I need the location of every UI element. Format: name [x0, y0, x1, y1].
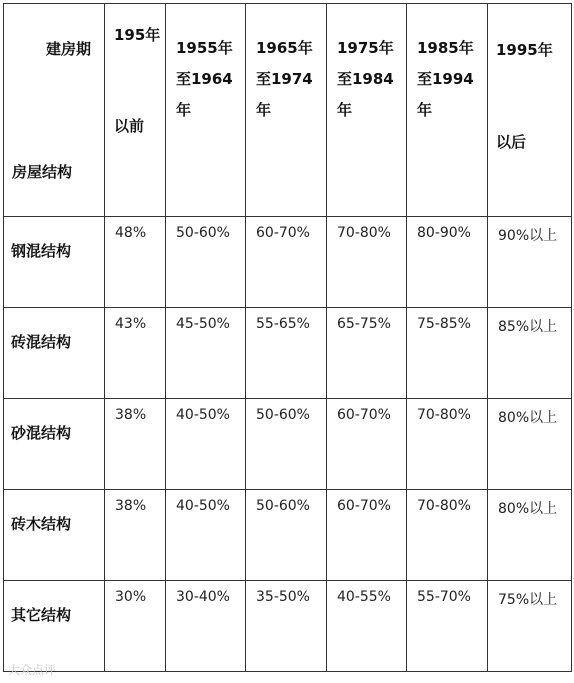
cell-value: 40-50%: [176, 407, 230, 423]
value-cell: [166, 217, 246, 308]
value-cell: [407, 581, 488, 672]
col-header-line: 至1974: [256, 70, 313, 88]
table-row: [4, 490, 572, 581]
cell-value: 38%: [115, 407, 147, 423]
col-header-text: 1995年: [496, 41, 553, 59]
value-cell: [488, 581, 572, 672]
cell-value: 80%以上: [498, 501, 558, 517]
value-cell: [246, 581, 327, 672]
structure-type-label: 房屋结构: [12, 163, 73, 181]
table-row: [4, 399, 572, 490]
value-cell: [166, 399, 246, 490]
value-cell: [246, 490, 327, 581]
col-header-line: 1955年: [176, 39, 233, 57]
value-cell: [327, 217, 407, 308]
col-header-line: 年: [176, 101, 192, 119]
col-header-line: 至1984: [337, 70, 394, 88]
value-cell: [407, 399, 488, 490]
cell-value: 43%: [115, 316, 147, 332]
cell-value: 55-70%: [417, 589, 471, 605]
cell-value: 85%以上: [498, 319, 558, 335]
cell-value: 65-75%: [337, 316, 391, 332]
watermark: [8, 661, 56, 678]
value-cell: [488, 217, 572, 308]
row-label-cell: [4, 581, 105, 672]
cell-value: 35-50%: [256, 589, 310, 605]
col-header-line: 至1994: [417, 70, 474, 88]
cell-value: 80%以上: [498, 410, 558, 426]
value-cell: [105, 490, 166, 581]
value-cell: [327, 490, 407, 581]
row-label: 砖混结构: [11, 333, 72, 351]
col-header-line: 年: [417, 101, 433, 119]
cell-value: 80-90%: [417, 225, 471, 241]
value-cell: [166, 581, 246, 672]
value-cell: [407, 490, 488, 581]
row-label-cell: [4, 308, 105, 399]
value-cell: [105, 581, 166, 672]
col-header-after-1995: [488, 4, 572, 217]
value-cell: [246, 217, 327, 308]
col-header-line: 年: [337, 101, 353, 119]
header-row: [4, 4, 572, 217]
cell-value: 60-70%: [337, 407, 391, 423]
cell-value: 50-60%: [256, 407, 310, 423]
build-period-label: 建房期: [46, 40, 92, 58]
col-header-1955-1964: [166, 4, 246, 217]
cell-value: 40-55%: [337, 589, 391, 605]
cell-value: 90%以上: [498, 228, 558, 244]
col-header-1965-1974: [246, 4, 327, 217]
value-cell: [105, 217, 166, 308]
value-cell: [105, 308, 166, 399]
col-header-line: 年: [256, 101, 272, 119]
table-row: [4, 308, 572, 399]
cell-value: 70-80%: [417, 407, 471, 423]
col-header-before-1955: [105, 4, 166, 217]
cell-value: 60-70%: [337, 498, 391, 514]
cell-value: 50-60%: [176, 225, 230, 241]
table-row: [4, 581, 572, 672]
row-label: 砂混结构: [11, 424, 72, 442]
row-label: 砖木结构: [11, 515, 72, 533]
table-row: [4, 217, 572, 308]
cell-value: 48%: [115, 225, 147, 241]
cell-value: 70-80%: [417, 498, 471, 514]
cell-value: 40-50%: [176, 498, 230, 514]
value-cell: [246, 399, 327, 490]
value-cell: [246, 308, 327, 399]
cell-value: 75-85%: [417, 316, 471, 332]
cell-value: 45-50%: [176, 316, 230, 332]
value-cell: [488, 308, 572, 399]
col-header-line: 至1964: [176, 70, 233, 88]
value-cell: [407, 308, 488, 399]
value-cell: [488, 399, 572, 490]
value-cell: [488, 490, 572, 581]
cell-value: 60-70%: [256, 225, 310, 241]
value-cell: [327, 399, 407, 490]
value-cell: [105, 399, 166, 490]
row-label: 其它结构: [11, 606, 72, 624]
value-cell: [327, 308, 407, 399]
depreciation-table: [3, 3, 572, 672]
cell-value: 30%: [115, 589, 147, 605]
value-cell: [327, 581, 407, 672]
col-header-text: 以后: [496, 133, 527, 151]
col-header-1985-1994: [407, 4, 488, 217]
cell-value: 38%: [115, 498, 147, 514]
col-header-text: 195年: [114, 26, 161, 44]
watermark-text: 大众点评: [8, 663, 57, 677]
cell-value: 50-60%: [256, 498, 310, 514]
row-label-cell: [4, 490, 105, 581]
value-cell: [166, 490, 246, 581]
col-header-line: 1975年: [337, 39, 394, 57]
value-cell: [407, 217, 488, 308]
cell-value: 55-65%: [256, 316, 310, 332]
col-header-line: 1985年: [417, 39, 474, 57]
row-label-cell: [4, 399, 105, 490]
cell-value: 30-40%: [176, 589, 230, 605]
col-header-line: 1965年: [256, 39, 313, 57]
corner-header-cell: [4, 4, 105, 217]
col-header-1975-1984: [327, 4, 407, 217]
value-cell: [166, 308, 246, 399]
col-header-text: 以前: [114, 117, 145, 135]
cell-value: 70-80%: [337, 225, 391, 241]
row-label-cell: [4, 217, 105, 308]
row-label: 钢混结构: [11, 242, 72, 260]
cell-value: 75%以上: [498, 592, 558, 608]
